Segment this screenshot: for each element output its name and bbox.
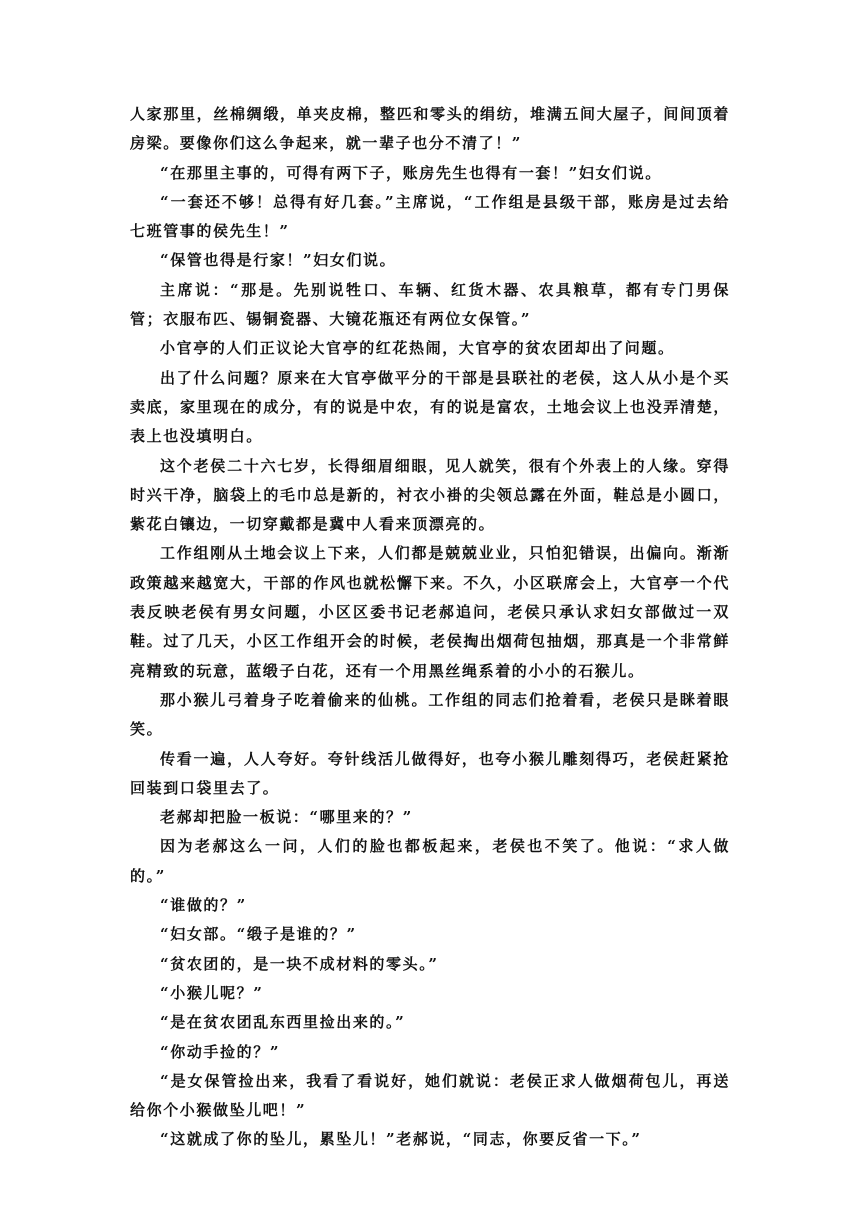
paragraph: 主席说：“那是。先别说牲口、车辆、红货木器、农具粮草，都有专门男保管；衣服布匹、锡铜瓷器、大镜花瓶还有两位女保管。” xyxy=(130,280,730,329)
paragraph: “保管也得是行家！”妇女们说。 xyxy=(160,251,397,270)
paragraph: “你动手捡的？” xyxy=(160,1042,281,1061)
paragraph: “一套还不够！总得有好几套。”主席说，“工作组是县级干部，账房是过去给七班管事的侯先生！” xyxy=(130,192,730,241)
paragraph: 因为老郝这么一问，人们的脸也都板起来，老侯也不笑了。他说：“求人做的。” xyxy=(130,837,730,885)
paragraph: “小猴儿呢？” xyxy=(160,983,264,1002)
paragraph: “在那里主事的，可得有两下子，账房先生也得有一套！”妇女们说。 xyxy=(160,163,662,182)
paragraph: 出了什么问题？原来在大官亭做平分的干部是县联社的老侯，这人从小是个买卖底，家里现在的成分，有的说是中农，有的说是富农，土地会议上也没弄清楚，表上也没填明白。 xyxy=(130,368,730,446)
paragraph: “妇女部。“缎子是谁的？” xyxy=(160,925,357,944)
paragraph: “这就成了你的坠儿，累坠儿！”老郝说，“同志，你要反省一下。” xyxy=(160,1130,642,1149)
paragraph: “是在贫农团乱东西里捡出来的。” xyxy=(160,1013,406,1032)
paragraph: 工作组刚从土地会议上下来，人们都是兢兢业业，只怕犯错误，出偏向。渐渐政策越来越宽大，干部的作风也就松懈下来。不久，小区联席会上，大官亭一个代表反映老侯有男女问题，小区区委书记老郝追问，老侯只承认求妇女部做过一双鞋。过了几天，小区工作组开会的时候，老侯掏出烟荷包抽烟，那真是一个非常鲜亮精致的玩意，蓝缎子白花，还有一个用黑丝绳系着的小小的石猴儿。 xyxy=(130,544,730,680)
paragraph: “是女保管捡出来，我看了看说好，她们就说：老侯正求人做烟荷包儿，再送给你个小猴做坠儿吧！” xyxy=(130,1071,730,1120)
document-page xyxy=(130,100,730,1155)
paragraph: 人家那里，丝棉绸缎，单夹皮棉，整匹和零头的绢纺，堆满五间大屋子，间间顶着房梁。要像你们这么争起来，就一辈子也分不清了！” xyxy=(130,105,730,153)
paragraph: 那小猴儿弓着身子吃着偷来的仙桃。工作组的同志们抢着看，老侯只是眯着眼笑。 xyxy=(130,690,730,739)
paragraph: 这个老侯二十六七岁，长得细眉细眼，见人就笑，很有个外表上的人缘。穿得时兴干净，脑袋上的毛巾总是新的，衬衣小褂的尖领总露在外面，鞋总是小圆口，紫花白镶边，一切穿戴都是冀中人看来顶漂亮的。 xyxy=(130,456,730,534)
paragraph: 小官亭的人们正议论大官亭的红花热闹，大官亭的贫农团却出了问题。 xyxy=(160,339,675,358)
paragraph: 老郝却把脸一板说：“哪里来的？” xyxy=(160,808,413,827)
paragraph: 传看一遍，人人夸好。夸针线活儿做得好，也夸小猴儿雕刻得巧，老侯赶紧抢回装到口袋里去了。 xyxy=(130,749,730,797)
paragraph: “贫农团的，是一块不成材料的零头。” xyxy=(160,954,439,973)
paragraph: “谁做的？” xyxy=(160,896,247,915)
